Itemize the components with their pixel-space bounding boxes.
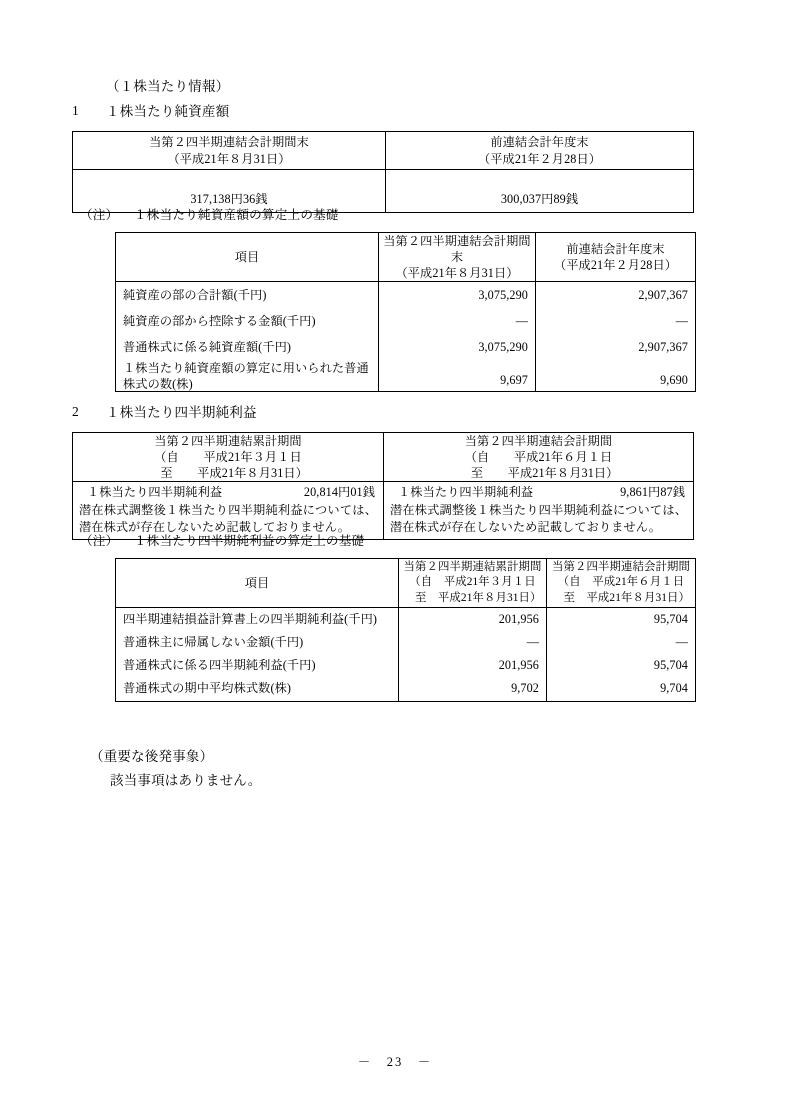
item-label: 普通株式に係る純資産額(千円) bbox=[123, 340, 292, 355]
cumulative-values-cell bbox=[399, 608, 547, 702]
eps-note: 潜在株式調整後１株当たり四半期純利益については、潜在株式が存在しないため記載しておりません。 bbox=[390, 502, 687, 535]
eps-line bbox=[390, 484, 687, 502]
value: 95,704 bbox=[653, 612, 688, 626]
header-cell-quarter-period bbox=[384, 433, 694, 482]
header-cell-current-q2 bbox=[379, 233, 536, 282]
value: 3,075,290 bbox=[478, 340, 528, 355]
eps-note: 潜在株式調整後１株当たり四半期純利益については、潜在株式が存在しないため記載しておりません。 bbox=[79, 502, 377, 535]
quarterly-eps-basis-table bbox=[115, 558, 696, 702]
item-label: 純資産の部の合計額(千円) bbox=[123, 288, 267, 303]
header-line-2: （自 平成21年６月１日 bbox=[557, 576, 685, 589]
header-line-2: （自 平成21年３月１日 bbox=[409, 576, 536, 589]
quarter-values-cell bbox=[547, 608, 696, 702]
header-line-1: 項目 bbox=[234, 250, 260, 265]
value-cell-current-q2: 317,138円36銭 bbox=[73, 170, 386, 213]
section-2-heading: １株当たり四半期純利益 bbox=[106, 405, 257, 420]
value: 9,697 bbox=[500, 373, 528, 387]
table-row bbox=[73, 482, 694, 539]
header-line-3: 至 平成21年８月31日） bbox=[403, 591, 542, 604]
item-label: 普通株式に係る四半期純利益(千円) bbox=[123, 658, 316, 672]
table-header-row bbox=[73, 132, 694, 170]
section-1-heading: １株当たり純資産額 bbox=[106, 104, 230, 119]
eps-line bbox=[79, 484, 377, 502]
value-stack bbox=[547, 608, 695, 700]
item-label bbox=[116, 360, 378, 391]
table-body-row bbox=[116, 608, 696, 702]
item-label-stack bbox=[116, 608, 398, 700]
value: 3,075,290 bbox=[478, 288, 528, 303]
current-q2-values-cell bbox=[379, 282, 536, 392]
header-cell-previous-fy bbox=[536, 233, 696, 282]
item-label-line-1: １株当たり純資産額の算定に用いられた普通 bbox=[123, 361, 369, 376]
previous-fy-values-cell bbox=[536, 282, 696, 392]
value: 9,702 bbox=[511, 681, 539, 695]
table-body-row bbox=[116, 282, 696, 392]
item-label-line-2: 株式の数(株) bbox=[123, 376, 193, 391]
header-line-3: 至 平成21年８月31日） bbox=[148, 466, 308, 481]
value: ― bbox=[675, 635, 688, 649]
value: 201,956 bbox=[498, 658, 539, 672]
header-cell-current-q2 bbox=[73, 132, 386, 170]
header-line-2: （平成21年８月31日） bbox=[167, 151, 291, 166]
header-cell-cumulative-period bbox=[399, 559, 547, 608]
section-1-note-label: （注） bbox=[80, 208, 119, 222]
value-stack bbox=[399, 608, 546, 700]
subsequent-events-body: 該当事項はありません。 bbox=[110, 773, 262, 788]
header-line-1: 前連結会計年度末 bbox=[490, 135, 589, 150]
item-label-stack bbox=[116, 282, 378, 391]
header-line-1: 当第２四半期連結会計期間末 bbox=[149, 135, 309, 150]
value-stack bbox=[536, 282, 695, 386]
header-line-1: 当第２四半期連結累計期間 bbox=[403, 561, 542, 574]
table-header-row bbox=[116, 559, 696, 608]
header-line-2: （平成21年２月28日） bbox=[477, 151, 602, 166]
header-line-2: （平成21年２月28日） bbox=[553, 258, 678, 273]
header-cell-previous-fy bbox=[386, 132, 694, 170]
eps-cell-quarter bbox=[384, 482, 694, 539]
item-label: 純資産の部から控除する金額(千円) bbox=[123, 314, 316, 329]
header-cell-item bbox=[116, 233, 379, 282]
net-assets-per-share-summary-table bbox=[72, 131, 694, 213]
header-line-1: 当第２四半期連結会計期間 bbox=[552, 561, 690, 574]
header-line-2: （平成21年８月31日） bbox=[395, 266, 519, 281]
header-line-2: （自 平成21年６月１日 bbox=[464, 450, 613, 465]
quarterly-eps-summary-table bbox=[72, 432, 694, 540]
page-number-footer: － 23 － bbox=[357, 1055, 433, 1069]
section-2-number: 2 bbox=[72, 404, 79, 419]
value: ― bbox=[515, 314, 528, 329]
value-cell-previous-fy: 300,037円89銭 bbox=[386, 170, 694, 213]
eps-label: １株当たり四半期純利益 bbox=[87, 485, 223, 500]
eps-cell-cumulative bbox=[73, 482, 384, 539]
header-line-3: 至 平成21年８月31日） bbox=[551, 591, 691, 604]
eps-value: 9,861円87銭 bbox=[620, 485, 685, 500]
value: 201,956 bbox=[498, 612, 539, 626]
header-cell-cumulative-period bbox=[73, 433, 384, 482]
value: ― bbox=[675, 314, 688, 329]
eps-value: 20,814円01銭 bbox=[303, 485, 375, 500]
value: 9,690 bbox=[660, 373, 688, 387]
header-line-1: 当第２四半期連結累計期間 bbox=[154, 434, 302, 448]
per-share-information-title: （１株当たり情報） bbox=[106, 79, 230, 94]
eps-label: １株当たり四半期純利益 bbox=[398, 485, 534, 500]
value: 2,907,367 bbox=[638, 288, 688, 303]
value: 2,907,367 bbox=[638, 340, 688, 355]
table-header-row bbox=[73, 433, 694, 482]
item-label: 普通株式の期中平均株式数(株) bbox=[123, 681, 292, 695]
value: 95,704 bbox=[653, 658, 688, 672]
net-assets-basis-table bbox=[115, 232, 696, 392]
item-labels-cell bbox=[116, 282, 379, 392]
header-line-1: 当第２四半期連結会計期間末 bbox=[383, 234, 531, 265]
item-labels-cell bbox=[116, 608, 399, 702]
header-line-1: 当第２四半期連結会計期間 bbox=[464, 434, 613, 448]
header-cell-quarter-period bbox=[547, 559, 696, 608]
header-cell-item bbox=[116, 559, 399, 608]
header-line-2: （自 平成21年３月１日 bbox=[154, 450, 302, 465]
item-label: 四半期連結損益計算書上の四半期純利益(千円) bbox=[123, 612, 378, 626]
table-header-row bbox=[116, 233, 696, 282]
value: ― bbox=[526, 635, 539, 649]
item-label: 普通株主に帰属しない金額(千円) bbox=[123, 635, 304, 649]
value: 9,704 bbox=[660, 681, 688, 695]
section-2-note-text: １株当たり四半期純利益の算定上の基礎 bbox=[134, 534, 365, 548]
subsequent-events-heading: （重要な後発事象） bbox=[90, 749, 214, 764]
value-stack bbox=[379, 282, 535, 386]
section-1-note-text: １株当たり純資産額の算定上の基礎 bbox=[134, 208, 339, 222]
section-2-note-label: （注） bbox=[80, 534, 119, 548]
section-1-number: 1 bbox=[72, 103, 79, 118]
header-line-1: 項目 bbox=[244, 575, 270, 590]
header-line-1: 前連結会計年度末 bbox=[566, 242, 665, 257]
header-line-3: 至 平成21年８月31日） bbox=[458, 466, 619, 481]
